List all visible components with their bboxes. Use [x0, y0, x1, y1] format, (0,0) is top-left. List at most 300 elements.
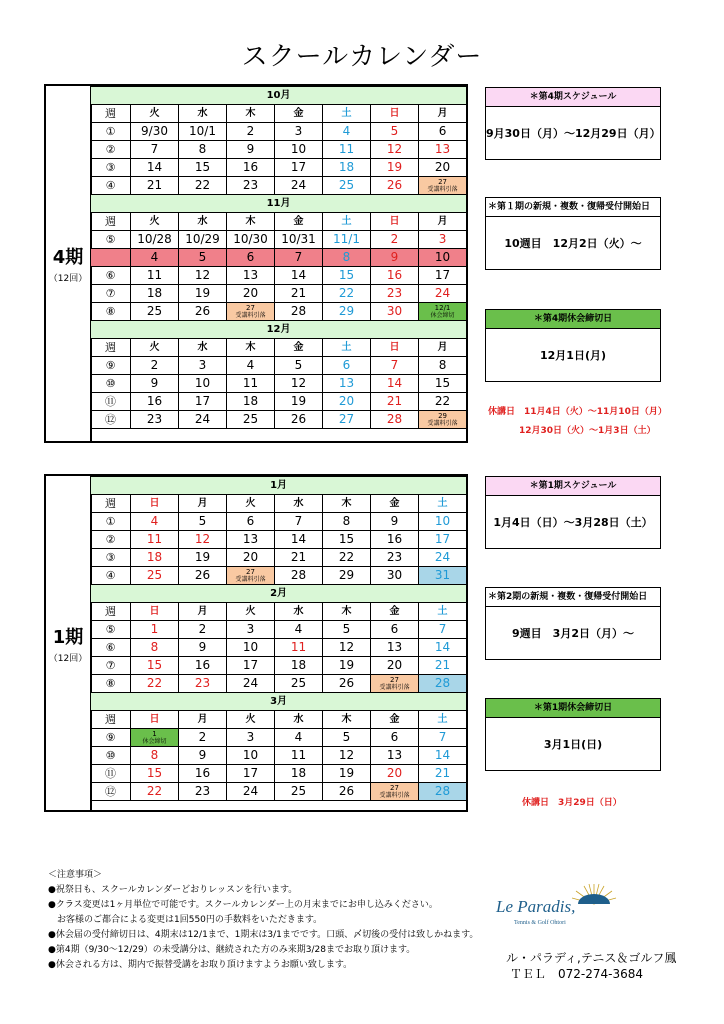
day-number: 1 — [152, 729, 157, 738]
period-1-calendar — [44, 474, 468, 812]
week-row — [91, 747, 467, 765]
day-cell: 13 — [371, 639, 419, 657]
weekday-header: 日 — [371, 105, 419, 123]
day-cell: 21 — [275, 549, 323, 567]
day-cell: 6 — [419, 123, 467, 141]
day-cell: 19 — [371, 159, 419, 177]
month-header-row — [91, 87, 467, 105]
week-number: ③ — [91, 159, 131, 177]
day-cell: 6 — [371, 621, 419, 639]
day-cell: 9 — [179, 747, 227, 765]
day-cell: 22 — [419, 393, 467, 411]
day-cell: 2 — [179, 621, 227, 639]
day-cell: 4 — [131, 249, 179, 267]
day-cell: 11 — [323, 141, 371, 159]
day-cell: 11/1 — [323, 231, 371, 249]
week-row — [91, 285, 467, 303]
week-number: ① — [91, 123, 131, 141]
day-cell-with-note — [419, 411, 467, 429]
weekday-header: 火 — [131, 213, 179, 231]
weekday-header-row — [91, 603, 467, 621]
day-cell: 2 — [227, 123, 275, 141]
weekday-header: 木 — [227, 339, 275, 357]
day-note: 受講料引落 — [379, 683, 410, 691]
weekday-header: 木 — [323, 603, 371, 621]
week-row — [91, 729, 467, 747]
week-number: ⑨ — [91, 729, 131, 747]
day-cell: 10/31 — [275, 231, 323, 249]
day-cell: 11 — [227, 375, 275, 393]
day-cell: 19 — [323, 657, 371, 675]
day-cell: 8 — [419, 357, 467, 375]
note-line: ●クラス変更は1ヶ月単位で可能です。スクールカレンダー上の月末までにお申し込みください。 — [48, 900, 438, 910]
week-number: ⑨ — [91, 357, 131, 375]
month-name: 11月 — [91, 195, 467, 213]
week-row — [91, 267, 467, 285]
week-row — [91, 639, 467, 657]
day-cell: 11 — [131, 531, 179, 549]
day-cell: 3 — [275, 123, 323, 141]
day-cell-with-note — [227, 303, 275, 321]
week-row — [91, 303, 467, 321]
day-cell: 6 — [323, 357, 371, 375]
day-cell: 25 — [275, 783, 323, 801]
day-cell: 11 — [275, 747, 323, 765]
weekday-header-row — [91, 213, 467, 231]
period-label — [46, 476, 92, 810]
day-cell: 15 — [131, 657, 179, 675]
period-sessions: （12回） — [48, 653, 88, 664]
weekday-header: 日 — [131, 495, 179, 513]
day-cell: 10 — [227, 747, 275, 765]
day-cell: 10 — [419, 513, 467, 531]
day-note: 休会締切 — [142, 737, 167, 745]
day-cell: 29 — [323, 567, 371, 585]
week-header: 週 — [91, 603, 131, 621]
holiday-text: 休講日 3月29日（日） — [522, 798, 622, 808]
weekday-header: 金 — [275, 105, 323, 123]
month-header-row — [91, 195, 467, 213]
weekday-header: 金 — [371, 603, 419, 621]
weekday-header: 金 — [275, 213, 323, 231]
day-cell: 17 — [419, 267, 467, 285]
week-number: ② — [91, 531, 131, 549]
weekday-header: 木 — [323, 495, 371, 513]
day-note: 受講料引落 — [427, 185, 458, 193]
weekday-header: 土 — [323, 213, 371, 231]
day-cell: 18 — [131, 549, 179, 567]
day-cell: 11 — [131, 267, 179, 285]
week-header: 週 — [91, 711, 131, 729]
day-number: 27 — [390, 675, 399, 684]
day-note: 受講料引落 — [379, 791, 410, 799]
weekday-header: 水 — [179, 339, 227, 357]
day-number: 27 — [438, 177, 447, 186]
day-cell-with-note — [371, 675, 419, 693]
day-cell: 8 — [323, 513, 371, 531]
day-cell: 2 — [131, 357, 179, 375]
week-row — [91, 513, 467, 531]
weekday-header: 水 — [179, 213, 227, 231]
day-cell: 20 — [371, 657, 419, 675]
day-cell: 15 — [419, 375, 467, 393]
day-cell: 16 — [371, 267, 419, 285]
day-cell: 24 — [275, 177, 323, 195]
day-cell: 25 — [131, 303, 179, 321]
day-cell: 3 — [227, 729, 275, 747]
day-cell: 15 — [179, 159, 227, 177]
day-cell: 15 — [131, 765, 179, 783]
day-cell: 3 — [227, 621, 275, 639]
day-cell: 7 — [419, 729, 467, 747]
month-header-row — [91, 321, 467, 339]
day-cell: 6 — [371, 729, 419, 747]
weekday-header-row — [91, 105, 467, 123]
weekday-header: 木 — [323, 711, 371, 729]
newreg-box: 10週目 12月2日（火）～ — [485, 216, 661, 270]
weekday-header: 火 — [131, 339, 179, 357]
le-paradis-logo — [486, 880, 636, 930]
newreg-title: ＊第2期の新規・複数・復帰受付開始日 — [485, 587, 661, 607]
week-number: ⑤ — [91, 231, 131, 249]
week-header: 週 — [91, 105, 131, 123]
day-cell: 4 — [227, 357, 275, 375]
week-number: ⑩ — [91, 747, 131, 765]
weekday-header: 金 — [371, 711, 419, 729]
day-cell: 5 — [179, 513, 227, 531]
day-number: 29 — [438, 411, 447, 420]
day-cell: 26 — [275, 411, 323, 429]
week-number — [91, 249, 131, 267]
month-header-row — [91, 477, 467, 495]
week-row — [91, 765, 467, 783]
day-cell: 17 — [227, 765, 275, 783]
day-cell: 7 — [275, 513, 323, 531]
calendar-table — [90, 476, 467, 801]
newreg-title: ＊第１期の新規・複数・復帰受付開始日 — [485, 197, 661, 217]
holiday-text: 12月30日（火）～1月3日（土） — [519, 426, 656, 436]
holiday-week-row — [91, 249, 467, 267]
day-cell: 3 — [179, 357, 227, 375]
day-cell: 25 — [275, 675, 323, 693]
day-cell: 21 — [275, 285, 323, 303]
day-cell: 24 — [227, 783, 275, 801]
weekday-header: 水 — [179, 105, 227, 123]
day-cell: 6 — [227, 249, 275, 267]
day-cell: 23 — [227, 177, 275, 195]
day-cell: 28 — [371, 411, 419, 429]
newreg-box: 9週目 3月2日（月）～ — [485, 606, 661, 660]
day-cell: 7 — [131, 141, 179, 159]
day-number: 27 — [246, 303, 255, 312]
holiday-label: 休講日 — [488, 407, 516, 417]
day-cell: 14 — [275, 267, 323, 285]
note-line: ●休会される方は、期内で振替受講をお取り頂けますようお願い致します。 — [48, 960, 353, 970]
day-cell: 2 — [371, 231, 419, 249]
week-row — [91, 621, 467, 639]
weekday-header-row — [91, 339, 467, 357]
weekday-header: 金 — [275, 339, 323, 357]
weekday-header: 日 — [371, 213, 419, 231]
day-number: 12/1 — [434, 303, 451, 312]
week-number: ⑦ — [91, 285, 131, 303]
day-cell: 5 — [179, 249, 227, 267]
day-cell: 26 — [323, 783, 371, 801]
day-cell: 26 — [179, 567, 227, 585]
day-cell: 14 — [371, 375, 419, 393]
day-cell: 13 — [323, 375, 371, 393]
day-cell: 11 — [275, 639, 323, 657]
day-cell-with-note — [419, 303, 467, 321]
day-cell: 13 — [419, 141, 467, 159]
weekday-header: 土 — [419, 495, 467, 513]
week-number: ⑫ — [91, 411, 131, 429]
day-cell-with-note — [131, 729, 179, 747]
day-note: 受講料引落 — [235, 311, 266, 319]
week-number: ⑧ — [91, 675, 131, 693]
week-number: ③ — [91, 549, 131, 567]
day-cell: 22 — [323, 549, 371, 567]
day-cell: 9/30 — [131, 123, 179, 141]
day-cell: 13 — [371, 747, 419, 765]
day-cell: 10/30 — [227, 231, 275, 249]
day-cell: 28 — [419, 783, 467, 801]
week-number: ⑦ — [91, 657, 131, 675]
weekday-header: 月 — [419, 339, 467, 357]
day-cell: 25 — [227, 411, 275, 429]
weekday-header: 月 — [179, 495, 227, 513]
day-cell: 12 — [323, 747, 371, 765]
deadline-box: 12月1日(月) — [485, 328, 661, 382]
day-cell: 10 — [275, 141, 323, 159]
weekday-header: 木 — [227, 105, 275, 123]
day-cell-with-note — [227, 567, 275, 585]
deadline-title: ＊第4期休会締切日 — [485, 309, 661, 329]
week-number: ⑥ — [91, 639, 131, 657]
month-header-row — [91, 585, 467, 603]
day-cell: 24 — [179, 411, 227, 429]
day-cell: 10 — [179, 375, 227, 393]
weekday-header: 土 — [323, 339, 371, 357]
day-cell: 4 — [275, 729, 323, 747]
day-cell: 12 — [275, 375, 323, 393]
day-cell: 23 — [371, 549, 419, 567]
day-cell: 13 — [227, 531, 275, 549]
deadline-box: 3月1日(日) — [485, 717, 661, 771]
day-cell: 10/29 — [179, 231, 227, 249]
day-cell: 17 — [179, 393, 227, 411]
company-info — [506, 950, 676, 982]
weekday-header: 日 — [131, 603, 179, 621]
day-cell: 9 — [131, 375, 179, 393]
week-number: ⑪ — [91, 765, 131, 783]
day-cell: 3 — [419, 231, 467, 249]
weekday-header-row — [91, 495, 467, 513]
week-row — [91, 675, 467, 693]
day-cell: 14 — [419, 747, 467, 765]
day-cell: 26 — [323, 675, 371, 693]
week-row — [91, 123, 467, 141]
month-header-row — [91, 693, 467, 711]
day-cell: 1 — [131, 621, 179, 639]
day-cell: 21 — [419, 765, 467, 783]
day-cell: 7 — [371, 357, 419, 375]
day-note: 休会締切 — [430, 311, 455, 319]
day-number: 27 — [246, 567, 255, 576]
logo-name: Le Paradis, — [496, 897, 576, 916]
holiday-text: 11月4日（火）～11月10日（月） — [524, 407, 667, 417]
month-name: 2月 — [91, 585, 467, 603]
day-cell: 19 — [179, 549, 227, 567]
day-cell: 26 — [371, 177, 419, 195]
logo-sub: Tennis & Golf Ohtori — [514, 920, 566, 926]
day-cell-with-note — [419, 177, 467, 195]
week-row — [91, 177, 467, 195]
week-number: ④ — [91, 177, 131, 195]
week-number: ⑪ — [91, 393, 131, 411]
week-row — [91, 357, 467, 375]
day-cell: 30 — [371, 303, 419, 321]
day-cell: 20 — [227, 285, 275, 303]
weekday-header: 火 — [227, 711, 275, 729]
day-cell: 18 — [275, 765, 323, 783]
day-cell: 21 — [371, 393, 419, 411]
day-cell: 20 — [371, 765, 419, 783]
day-cell: 14 — [275, 531, 323, 549]
day-cell: 16 — [131, 393, 179, 411]
week-number: ④ — [91, 567, 131, 585]
week-row — [91, 531, 467, 549]
day-cell: 4 — [131, 513, 179, 531]
day-cell: 20 — [227, 549, 275, 567]
day-cell: 18 — [131, 285, 179, 303]
day-cell: 19 — [323, 765, 371, 783]
day-cell: 13 — [227, 267, 275, 285]
day-cell: 22 — [131, 675, 179, 693]
day-cell: 22 — [131, 783, 179, 801]
day-cell-with-note — [371, 783, 419, 801]
week-number: ⑩ — [91, 375, 131, 393]
day-note: 受講料引落 — [427, 419, 458, 427]
schedule-box: 9月30日（月）～12月29日（月） — [485, 106, 661, 160]
day-number: 27 — [390, 783, 399, 792]
weekday-header: 土 — [419, 711, 467, 729]
weekday-header: 月 — [179, 603, 227, 621]
day-cell: 10/1 — [179, 123, 227, 141]
day-cell: 12 — [179, 267, 227, 285]
month-name: 12月 — [91, 321, 467, 339]
schedule-title: ＊第1期スケジュール — [485, 476, 661, 496]
notes-section — [48, 868, 478, 973]
week-row — [91, 549, 467, 567]
day-cell: 17 — [275, 159, 323, 177]
day-cell: 10/28 — [131, 231, 179, 249]
day-cell: 9 — [371, 249, 419, 267]
day-cell: 10 — [227, 639, 275, 657]
weekday-header: 水 — [275, 603, 323, 621]
day-cell: 25 — [131, 567, 179, 585]
day-cell: 8 — [179, 141, 227, 159]
week-row — [91, 159, 467, 177]
day-cell: 21 — [419, 657, 467, 675]
schedule-box: 1月4日（日）～3月28日（土） — [485, 495, 661, 549]
week-row — [91, 567, 467, 585]
day-cell: 4 — [323, 123, 371, 141]
day-cell: 23 — [179, 783, 227, 801]
week-number: ② — [91, 141, 131, 159]
weekday-header: 火 — [227, 495, 275, 513]
day-cell: 5 — [323, 729, 371, 747]
day-cell: 23 — [131, 411, 179, 429]
weekday-header: 土 — [323, 105, 371, 123]
week-number: ⑫ — [91, 783, 131, 801]
day-cell: 17 — [227, 657, 275, 675]
day-cell: 18 — [275, 657, 323, 675]
note-line: ●第4期（9/30～12/29）の未受講分は、継続された方のみ来期3/28までお取り頂けます。 — [48, 945, 416, 955]
day-cell: 8 — [323, 249, 371, 267]
note-line: ●祝祭日も、スクールカレンダーどおりレッスンを行います。 — [48, 885, 298, 895]
day-cell: 7 — [275, 249, 323, 267]
weekday-header: 火 — [131, 105, 179, 123]
day-cell: 12 — [371, 141, 419, 159]
day-cell: 17 — [419, 531, 467, 549]
period-4-calendar — [44, 84, 468, 443]
weekday-header: 金 — [371, 495, 419, 513]
day-cell: 5 — [275, 357, 323, 375]
day-cell: 19 — [179, 285, 227, 303]
schedule-title: ＊第4期スケジュール — [485, 87, 661, 107]
company-name: ル・パラディ,テニス＆ゴルフ鳳 — [506, 951, 677, 965]
day-cell: 10 — [419, 249, 467, 267]
day-cell: 29 — [323, 303, 371, 321]
day-cell: 16 — [227, 159, 275, 177]
weekday-header: 火 — [227, 603, 275, 621]
day-cell: 16 — [371, 531, 419, 549]
day-cell: 22 — [179, 177, 227, 195]
week-row — [91, 657, 467, 675]
period-sessions: （12回） — [48, 274, 88, 284]
week-row — [91, 783, 467, 801]
day-cell: 30 — [371, 567, 419, 585]
week-header: 週 — [91, 495, 131, 513]
week-number: ⑤ — [91, 621, 131, 639]
day-cell: 25 — [323, 177, 371, 195]
company-tel: ＴＥＬ 072-274-3684 — [510, 967, 644, 981]
week-number: ⑥ — [91, 267, 131, 285]
weekday-header: 木 — [227, 213, 275, 231]
day-cell: 9 — [179, 639, 227, 657]
day-note: 受講料引落 — [235, 575, 266, 583]
notes-heading: ＜注意事項＞ — [48, 870, 103, 880]
day-cell: 18 — [227, 393, 275, 411]
day-cell: 31 — [419, 567, 467, 585]
week-number: ① — [91, 513, 131, 531]
day-cell: 22 — [323, 285, 371, 303]
day-cell: 16 — [179, 657, 227, 675]
day-cell: 28 — [275, 303, 323, 321]
week-row — [91, 375, 467, 393]
weekday-header: 月 — [179, 711, 227, 729]
day-cell: 28 — [419, 675, 467, 693]
week-row — [91, 393, 467, 411]
day-cell: 12 — [323, 639, 371, 657]
day-cell: 15 — [323, 267, 371, 285]
week-number: ⑧ — [91, 303, 131, 321]
day-cell: 2 — [179, 729, 227, 747]
page-title: スクールカレンダー — [241, 42, 483, 72]
period-label — [46, 86, 92, 441]
day-cell: 8 — [131, 747, 179, 765]
